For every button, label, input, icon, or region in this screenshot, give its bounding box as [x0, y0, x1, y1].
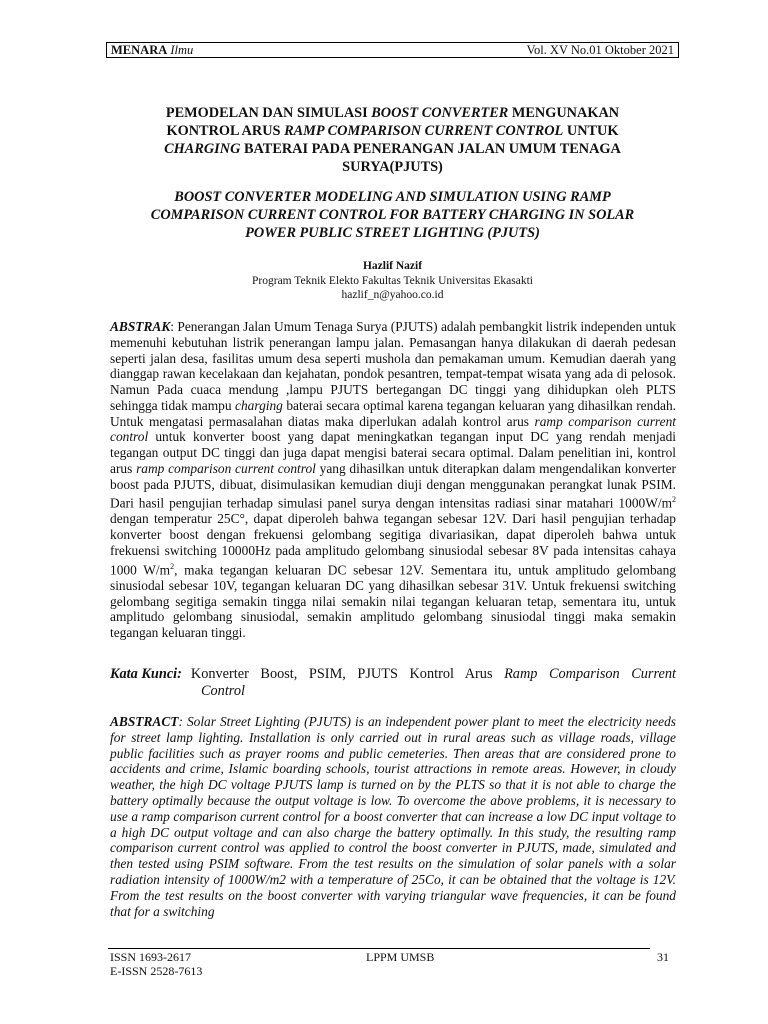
- keywords-block: Kata Kunci: Konverter Boost, PSIM, PJUTS Kontrol Arus Ramp Comparison Current Control: [110, 666, 676, 699]
- keywords-text: Konverter Boost, PSIM, PJUTS Kontrol Arus Ramp Comparison Current: [190, 666, 676, 682]
- issue-info: Vol. XV No.01 Oktober 2021: [526, 42, 674, 57]
- journal-name: MENARA Ilmu: [111, 42, 194, 57]
- title-english: BOOST CONVERTER MODELING AND SIMULATION USING RAMP COMPARISON CURRENT CONTROL FOR BATTERY CHARGING IN SOLAR POWER PUBLIC STREET LIGHTING (PJUTS): [150, 189, 635, 241]
- footer-rule: [108, 948, 650, 949]
- abstrak-paragraph: ABSTRAK: Penerangan Jalan Umum Tenaga Surya (PJUTS) adalah pembangkit listrik independen untuk memenuhi kebutuhan listrik penerangan lampu jalan. Pemasangan hanya dilakukan di daerah pedesan seperti jalan desa, fasilitas umum desa seperti mushola dan pemakaman umum. Kemudian daerah yang dianggap rawan kecelakaan dan kejahatan, pondok pesantren, tempat-tempat wisata yang ada di pelosok. Namun Pada cuaca mendung ,lampu PJUTS bertegangan DC tinggi yang dihidupkan oleh PLTS sehingga tidak mampu charging baterai secara optimal karena tegangan keluaran yang dihasilkan rendah. Untuk mengatasi permasalahan diatas maka diperlukan adalah kontrol arus ramp comparison current control untuk konverter boost yang dapat meningkatkan tegangan input DC yang rendah menjadi tegangan output DC tinggi dan juga dapat mengisi baterai secara optimal. Dalam penelitian ini, kontrol arus ramp comparison current control yang dihasilkan untuk diterapkan dalam mengendalikan konverter boost pada PJUTS, dibuat, disimulasikan kemudian diuji dengan menggunakan perangkat lunak PSIM. Dari hasil pengujian terhadap simulasi panel surya dengan intensitas radiasi sinar matahari $1000W/m^2$ dengan temperatur 25C°, dapat diperoleh bahwa tegangan sebesar 12V. Dari hasil pengujian terhadap konverter boost dengan frekuensi gelombang segitiga divariasikan, dapat diperoleh bahwa untuk frekuensi switching 10000Hz pada amplitudo gelombang sinusiodal sebesar 8V pada intensitas cahaya 1000 $W/m^2$, maka tegangan keluaran DC sebesar 12V. Sementara itu, untuk amplitudo gelombang sinusiodal sebesar 10V, tegangan keluaran DC yang dihasilkan sebesar 31V. Untuk frekuensi switching gelombang segitiga semakin tingga nilai semakin nilai tegangan keluaran tetap, sementara itu, untuk amplitudo gelombang sinusiodal, semakin amplitudo gelombang sinusiodal tinggi maka semakin tegangan keluaran tinggi.: [110, 319, 677, 641]
- footer-issn: ISSN 1693-2617 E-ISSN 2528-7613: [110, 950, 203, 978]
- author-email: hazlif_n@yahoo.co.id: [341, 289, 444, 301]
- author-name: Hazlif Nazif: [362, 260, 423, 272]
- footer-publisher: LPPM UMSB: [366, 950, 435, 964]
- abstrak-label: ABSTRAK: [110, 319, 171, 334]
- page-number: 31: [657, 950, 669, 964]
- author-affiliation: Program Teknik Elekto Fakultas Teknik Universitas Ekasakti: [252, 274, 533, 287]
- abstract-label: ABSTRACT: [110, 714, 179, 729]
- abstract-paragraph: ABSTRACT: Solar Street Lighting (PJUTS) is an independent power plant to meet the electricity needs for street lamp lighting. Installation is only carried out in rural areas such as village roads, village public facilities such as prayer rooms and public cemeteries. Then areas that are considered prone to accidents and crime, Islamic boarding schools, tourist attractions in remote areas. However, in cloudy weather, the high DC voltage PJUTS lamp is turned on by the PLTS so that it is not able to charge the battery optimally because the output voltage is low. To overcome the above problems, it is necessary to use a ramp comparison current control for a boost converter that can increase a low DC input voltage to a high DC output voltage and can also charge the battery optimally. In this study, the resulting ramp comparison current control was applied to control the boost converter in PJUTS, made, simulated and then tested using PSIM software. From the test results on the simulation of solar panels with a solar radiation intensity of 1000W/m2 with a temperature of 25Co, it can be obtained that the voltage is 12V. From the test results on the boost converter with varying triangular wave frequencies, it can be found that for a switching: [110, 714, 676, 919]
- title-indonesian: PEMODELAN DAN SIMULASI BOOST CONVERTER MENGUNAKAN KONTROL ARUS RAMP COMPARISON CURRENT CONTROL UNTUK CHARGING BATERAI PADA PENERANGAN JALAN UMUM TENAGA SURYA(PJUTS): [164, 105, 621, 175]
- author-block: [110, 259, 675, 303]
- journal-header: [106, 42, 679, 58]
- keywords-label: Kata Kunci:: [110, 666, 182, 682]
